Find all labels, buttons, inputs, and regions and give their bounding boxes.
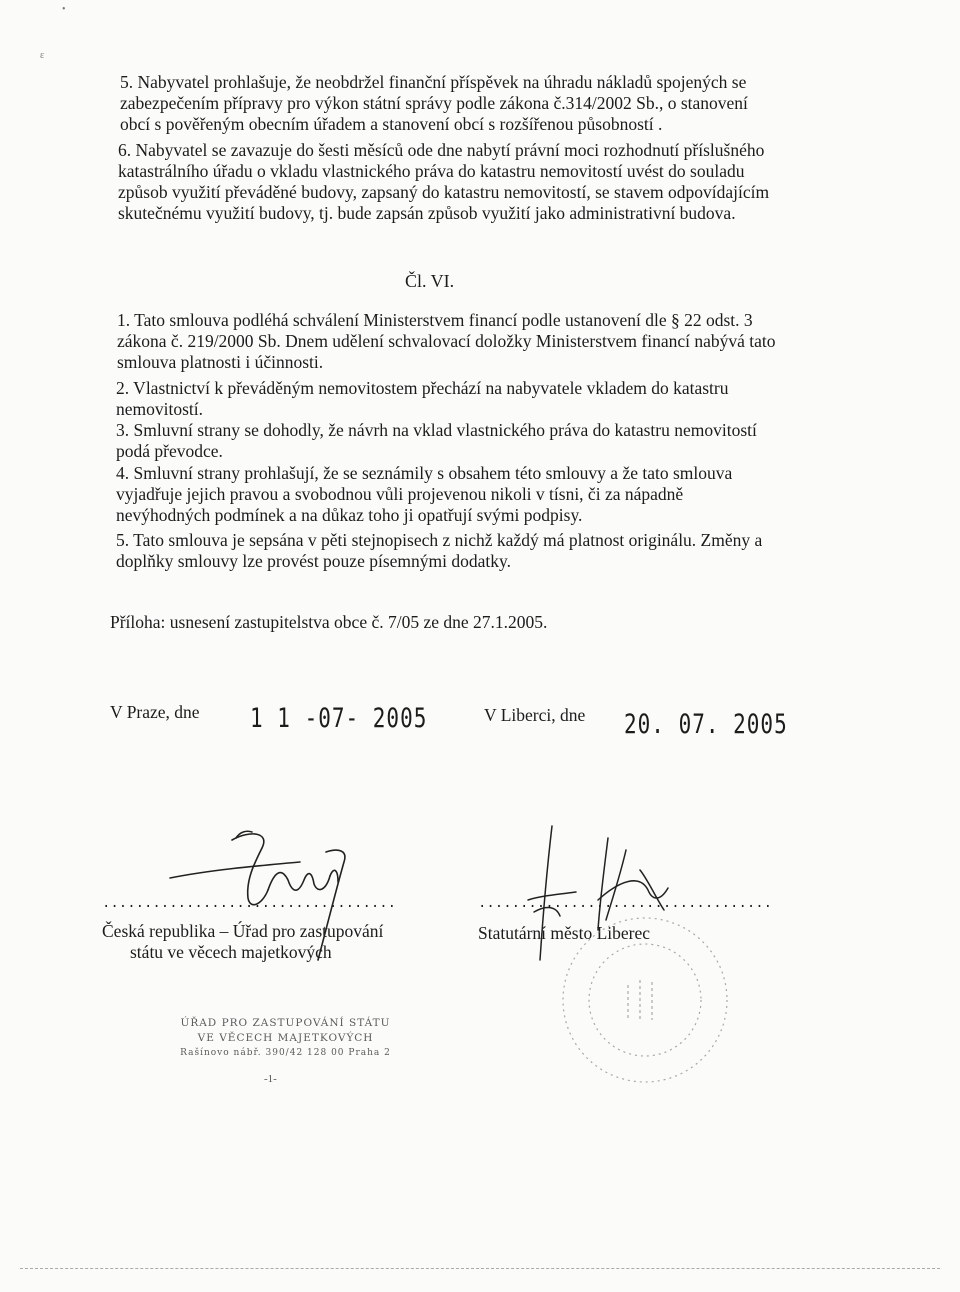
scan-speck: • (62, 4, 66, 15)
text-line: 6. Nabyvatel se zavazuje do šesti měsíců ode dne nabytí právní moci rozhodnutí příslušného (118, 140, 765, 160)
article-heading: Čl. VI. (405, 271, 455, 291)
text-line: 4. Smluvní strany prohlašují, že se seznámily s obsahem této smlouvy a že tato smlouva (116, 463, 733, 483)
text-line: 3. Smluvní strany se dohodly, že návrh na vklad vlastnického práva do katastru nemovitostí (116, 420, 757, 440)
text-line: způsob využití převáděné budovy, zapsaný do katastru nemovitostí, se stavem odpovídajícím (118, 182, 770, 202)
left-signature-line: ................................... (102, 896, 397, 912)
text-line: 2. Vlastnictví k převáděným nemovitostem přechází na nabyvatele vkladem do katastru (116, 378, 729, 398)
text-line: Česká republika – Úřad pro zastupování (102, 921, 384, 941)
text-line: nemovitostí. (116, 399, 204, 419)
text-line: 5. Tato smlouva je sepsána v pěti stejnopisech z nichž každý má platnost originálu. Změny a (116, 530, 763, 550)
stamp-line: ÚŘAD PRO ZASTUPOVÁNÍ STÁTU (180, 1017, 391, 1029)
text-line: 1. Tato smlouva podléhá schválení Ministerstvem financí podle ustanovení dle § 22 odst. 3 (117, 310, 753, 330)
text-line: smlouva platnosti i účinnosti. (117, 352, 324, 372)
right-signatory: Statutární město Liberec (478, 923, 651, 943)
text-line: státu ve věcech majetkových (130, 942, 332, 962)
text-line: obcí s pověřeným obecním úřadem a stanovení obcí s rozšířenou působností . (120, 114, 663, 134)
text-line: katastrálního úřadu o vkladu vlastnického práva do katastru nemovitostí uvést do souladu (118, 161, 745, 181)
text-line: skutečnému využití budovy, tj. bude zapsán způsob využití jako administrativní budova. (118, 203, 736, 223)
attachment-note: Příloha: usnesení zastupitelstva obce č. 7/05 ze dne 27.1.2005. (110, 612, 548, 632)
left-date-stamp: 1 1 -07- 2005 (250, 703, 428, 733)
right-place-label: V Liberci, dne (484, 705, 586, 725)
page-number: -1- (264, 1073, 277, 1085)
text-line: doplňky smlouvy lze provést pouze písemnými dodatky. (116, 551, 511, 571)
right-signature-line: ................................... (478, 896, 773, 912)
right-date-stamp: 20. 07. 2005 (624, 709, 788, 739)
stamp-line: VE VĚCECH MAJETKOVÝCH (197, 1032, 374, 1044)
left-place-label: V Praze, dne (110, 702, 200, 722)
city-stamp (563, 918, 727, 1082)
scan-speck: ε (40, 50, 45, 61)
text-line: nevýhodných podmínek a na důkaz toho ji opatřují svými podpisy. (116, 505, 583, 525)
text-line: 5. Nabyvatel prohlašuje, že neobdržel finanční příspěvek na úhradu nákladů spojených se (120, 72, 747, 92)
left-signature (170, 831, 345, 960)
text-line: podá převodce. (116, 441, 223, 461)
scan-edge-line (20, 1268, 940, 1270)
stamp-line: Rašínovo nábř. 390/42 128 00 Praha 2 (180, 1048, 391, 1058)
right-signature (528, 826, 668, 960)
text-line: vyjadřuje jejich pravou a svobodnou vůli projevenou nikoli v tísni, či za nápadně (116, 484, 684, 504)
text-line: zákona č. 219/2000 Sb. Dnem udělení schvalovací doložky Ministerstvem financí nabývá tato (117, 331, 776, 351)
text-line: zabezpečením přípravy pro výkon státní správy podle zákona č.314/2002 Sb., o stanovení (120, 93, 748, 113)
